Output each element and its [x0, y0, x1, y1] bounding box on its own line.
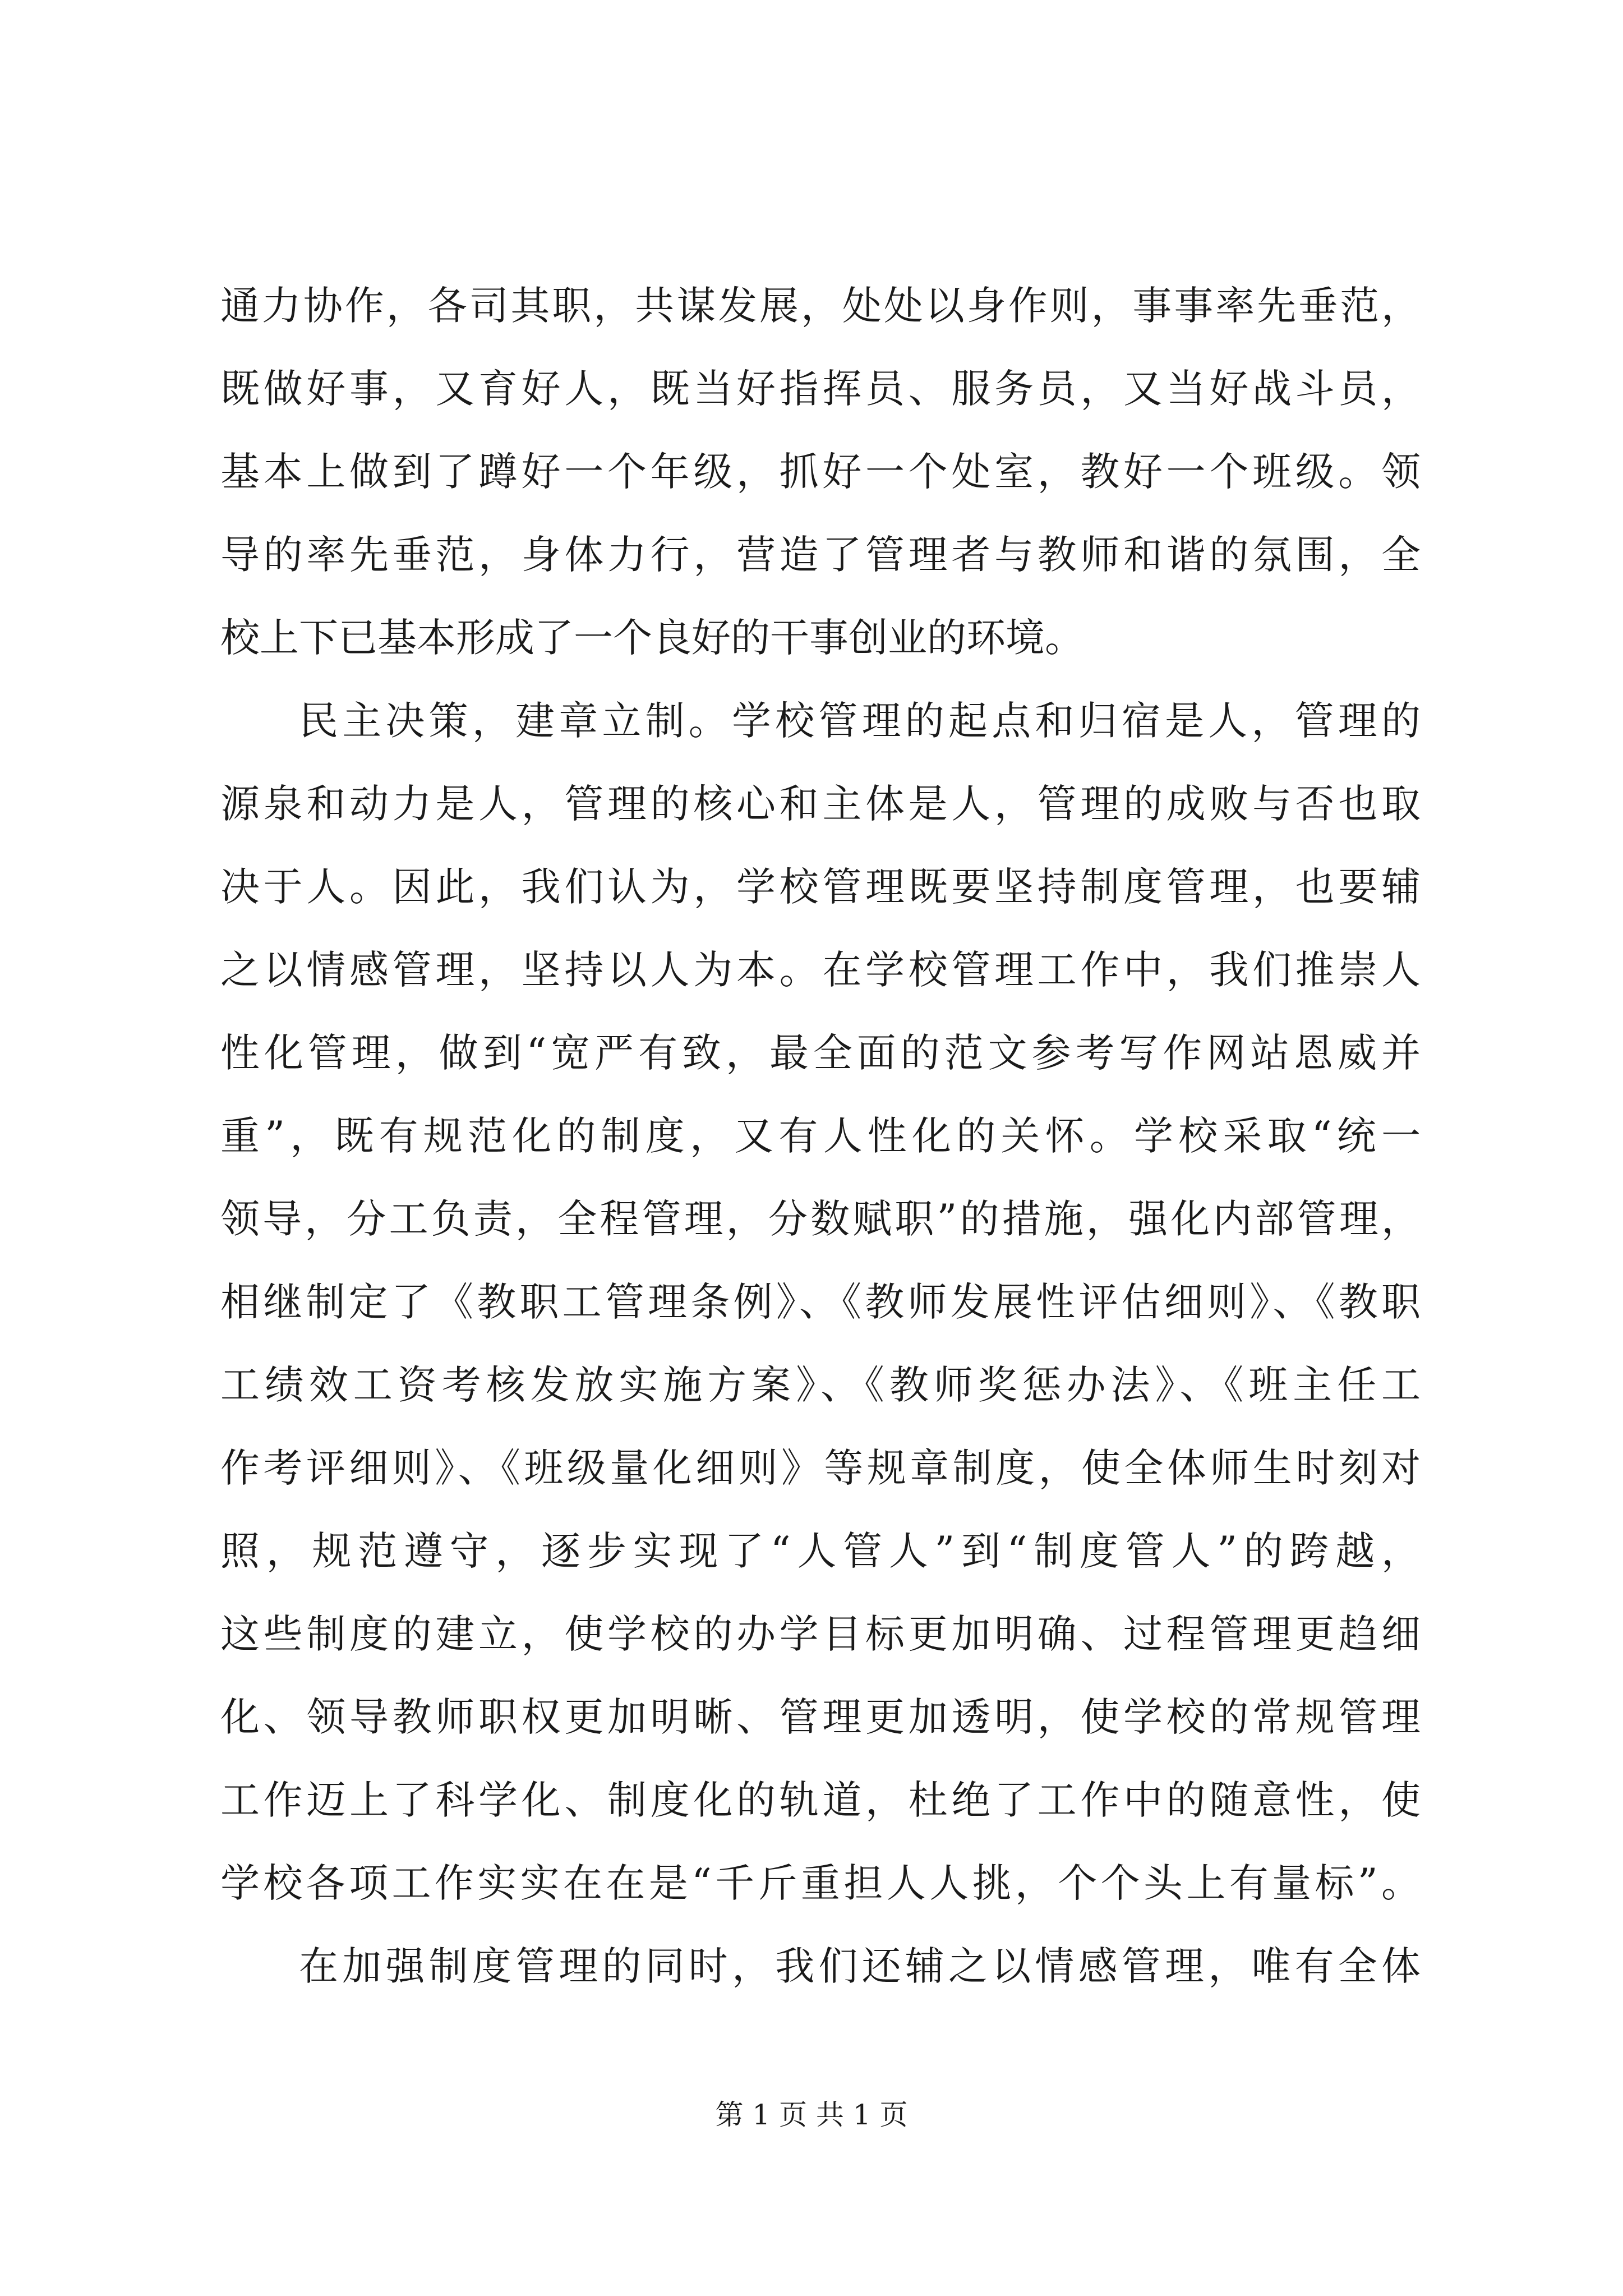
page-footer — [0, 2095, 1623, 2134]
text-line: 校上下已基本形成了一个良好的干事创业的环境。 — [220, 615, 1084, 661]
text-line: 既做好事，又育好人，既当好指挥员、服务员，又当好战斗员， — [220, 366, 1421, 412]
page-number-label: 第 1 页 共 1 页 — [715, 2099, 908, 2131]
text-line: 学校各项工作实实在在是“千斤重担人人挑，个个头上有量标”。 — [220, 1860, 1421, 1906]
text-line: 工作迈上了科学化、制度化的轨道，杜绝了工作中的随意性，使 — [220, 1777, 1421, 1823]
text-line: 领导，分工负责，全程管理，分数赋职”的措施，强化内部管理， — [220, 1196, 1421, 1242]
text-line: 导的率先垂范，身体力行，营造了管理者与教师和谐的氛围，全 — [220, 532, 1421, 578]
text-line: 源泉和动力是人，管理的核心和主体是人，管理的成败与否也取 — [220, 781, 1421, 827]
text-line: 工绩效工资考核发放实施方案》、《教师奖惩办法》、《班主任工 — [220, 1362, 1421, 1408]
text-line: 性化管理，做到“宽严有致，最全面的范文参考写作网站恩威并 — [220, 1030, 1421, 1076]
text-line: 作考评细则》、《班级量化细则》等规章制度，使全体师生时刻对 — [220, 1445, 1421, 1491]
body-text — [220, 264, 1421, 2008]
text-line: 这些制度的建立，使学校的办学目标更加明确、过程管理更趋细 — [220, 1611, 1421, 1657]
paragraph-first-line: 在加强制度管理的同时，我们还辅之以情感管理，唯有全体 — [299, 1943, 1421, 1989]
text-line: 决于人。因此，我们认为，学校管理既要坚持制度管理，也要辅 — [220, 864, 1421, 910]
text-line: 之以情感管理，坚持以人为本。在学校管理工作中，我们推崇人 — [220, 947, 1421, 993]
text-line: 基本上做到了蹲好一个年级，抓好一个处室，教好一个班级。领 — [220, 449, 1421, 495]
text-line: 通力协作，各司其职，共谋发展，处处以身作则，事事率先垂范， — [220, 283, 1421, 329]
paragraph-first-line: 民主决策，建章立制。学校管理的起点和归宿是人，管理的 — [299, 698, 1421, 744]
text-line: 照，规范遵守，逐步实现了“人管人”到“制度管人”的跨越， — [220, 1528, 1421, 1574]
text-line: 相继制定了《教职工管理条例》、《教师发展性评估细则》、《教职 — [220, 1279, 1421, 1325]
text-line: 化、领导教师职权更加明晰、管理更加透明，使学校的常规管理 — [220, 1694, 1421, 1740]
text-line: 重”，既有规范化的制度，又有人性化的关怀。学校采取“统一 — [220, 1113, 1421, 1159]
